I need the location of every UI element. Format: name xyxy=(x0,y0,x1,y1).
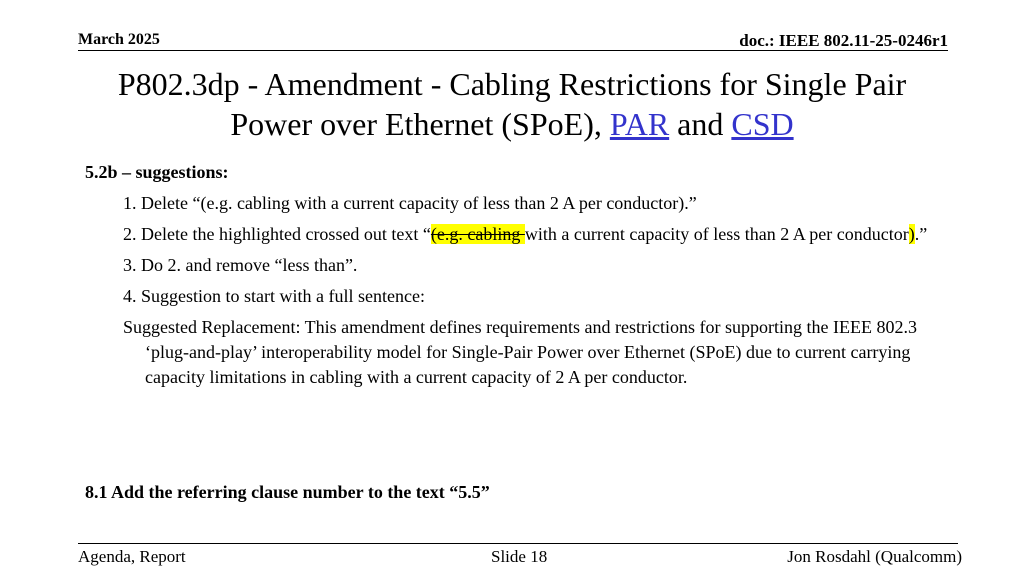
footer-left: Agenda, Report xyxy=(78,547,186,566)
slide-body xyxy=(85,160,965,390)
list-item: 4. Suggestion to start with a full sentence: xyxy=(123,286,425,306)
struck-highlighted-text: (e.g. cabling xyxy=(430,224,525,244)
slide-title xyxy=(40,64,984,144)
item-text: .” xyxy=(914,224,928,244)
header-date: March 2025 xyxy=(78,31,160,48)
list-item: 3. Do 2. and remove “less than”. xyxy=(123,255,358,275)
footer-author: Jon Rosdahl (Qualcomm) xyxy=(787,547,962,566)
highlighted-text: ) xyxy=(908,224,915,244)
item-text: with a current capacity of less than 2 A per conductor xyxy=(524,224,909,244)
list-item: 1. Delete “(e.g. cabling with a current capacity of less than 2 A per conductor).” xyxy=(123,193,697,213)
header-doc-id: doc.: IEEE 802.11-25-0246r1 xyxy=(739,31,948,50)
suggested-replacement: Suggested Replacement: This amendment defines requirements and restrictions for supporting the IEEE 802.3 ‘plug-and-play’ interoperability model for Single-Pair Power over Ethernet (SPoE) due to current carrying capacity limitations in cabling with a current capacity of 2 A per conductor. xyxy=(123,317,917,387)
list-item xyxy=(85,222,965,247)
item-text: 2. Delete the highlighted crossed out text “ xyxy=(123,224,431,244)
slide-number: Slide 18 xyxy=(491,547,548,566)
title-line-1: P802.3dp - Amendment - Cabling Restrictions for Single Pair xyxy=(117,66,907,102)
csd-link[interactable]: CSD xyxy=(731,106,794,142)
par-link[interactable]: PAR xyxy=(609,106,670,142)
header-divider xyxy=(78,50,948,51)
title-text: and xyxy=(669,106,732,142)
section-8-1-heading: 8.1 Add the referring clause number to the text “5.5” xyxy=(85,482,490,502)
footer-divider xyxy=(78,543,958,544)
section-heading: 5.2b – suggestions: xyxy=(85,162,229,182)
title-text: Power over Ethernet (SPoE), xyxy=(230,106,610,142)
title-line-2 xyxy=(40,104,984,144)
